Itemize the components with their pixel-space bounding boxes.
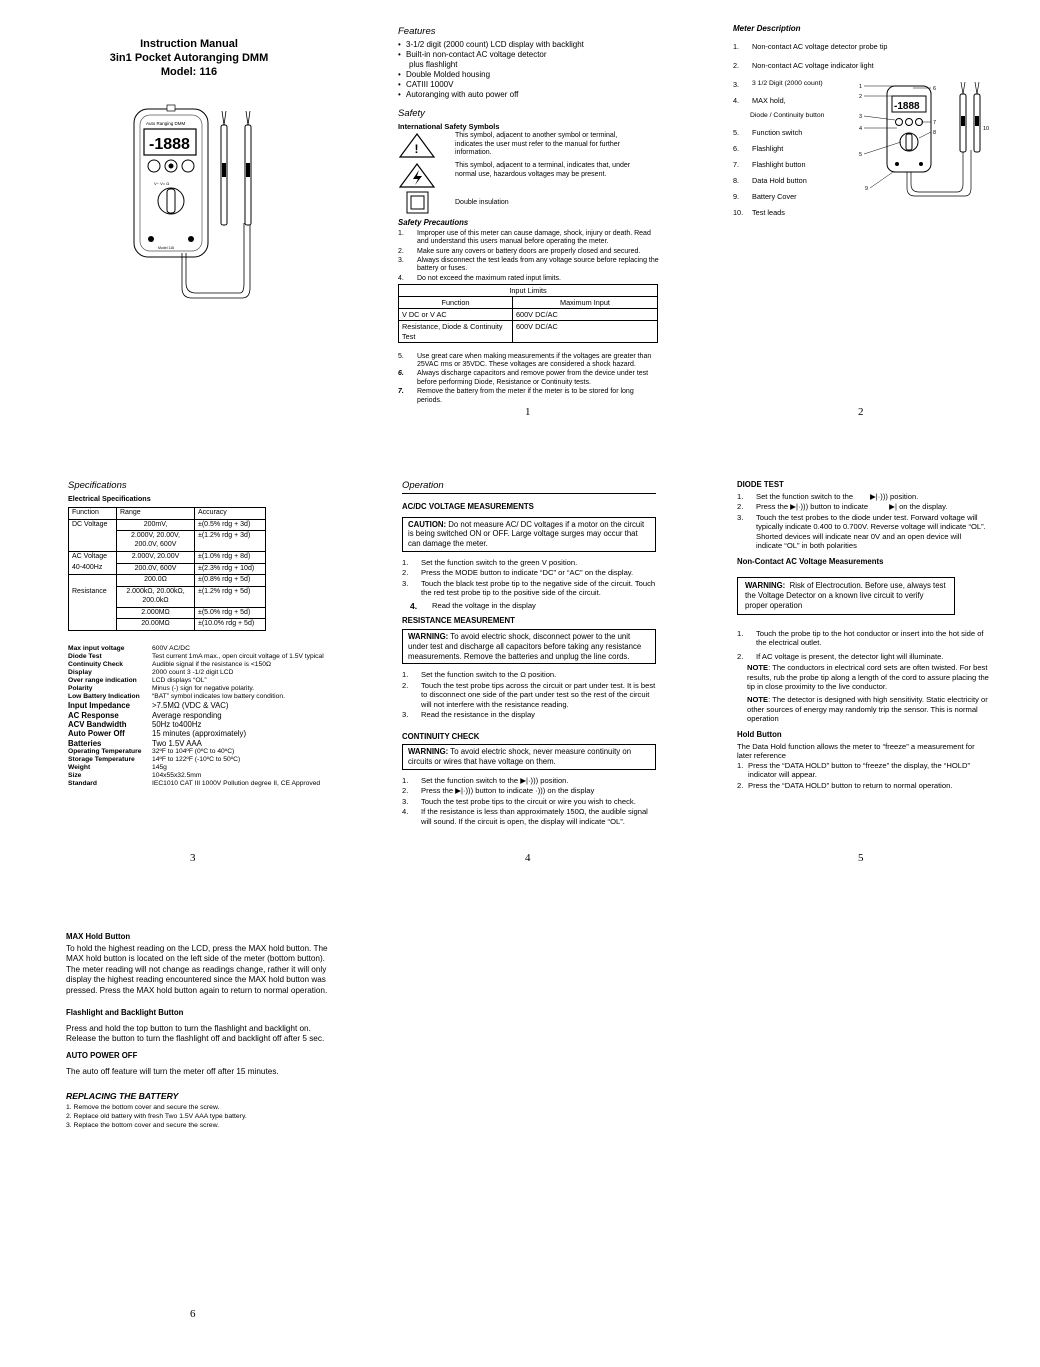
table-row: 200.0Ω ±(0.8% rdg + 5d): [69, 575, 266, 587]
list-item: 6. Always discharge capacitors and remove power from the device under test before performing Diode, Resistance or Continuity tests.: [398, 370, 649, 386]
callout-8: 8: [933, 130, 937, 136]
list-item: 3. Touch the test probes to the diode under test. Forward voltage will typically indicate 0.400 to 0.700V. Reverse voltage will indicate “OL”. Shorted devices will indicate near 0V and an open device will indicate “OL” in both polarities: [737, 512, 986, 551]
resistance-steps: [402, 670, 656, 719]
callout-6: 6: [933, 86, 937, 92]
precautions-heading: Safety Precautions: [398, 218, 469, 227]
meter-model-label: Model 116: [158, 246, 175, 250]
callout-10: 10: [983, 126, 990, 132]
list-item: 2. Press the ▶|·))) button to indicate ▶| on the display.: [737, 502, 948, 512]
panel-title-page: [60, 38, 318, 250]
features-list: [398, 40, 660, 100]
acdc-heading: AC/DC VOLTAGE MEASUREMENTS: [402, 501, 534, 511]
resistance-heading: RESISTANCE MEASUREMENT: [402, 616, 515, 626]
page-number: 2: [858, 406, 864, 418]
list-item: 3. Read the resistance in the display: [402, 710, 535, 720]
panel-features-safety: [398, 26, 660, 406]
list-item: • Built-in non-contact AC voltage detector: [398, 49, 547, 59]
flashlight-text: Press and hold the top button to turn the flashlight and backlight on. Release the button to turn the flashlight off and backlight off after 5 sec.: [66, 1023, 325, 1044]
input-limits-table: Input Limits Function Maximum Input V DC or V AC 600V DC/AC Resistance, Diode & Continuity Test 600V DC/AC: [398, 284, 658, 343]
list-item: 2. Replace old battery with fresh Two 1.5V AAA type battery.: [66, 1112, 247, 1120]
meter-description-heading: Meter Description: [733, 24, 801, 33]
callout-4: 4: [859, 126, 863, 132]
auto-power-off-text: The auto off feature will turn the meter off after 15 minutes.: [66, 1066, 279, 1076]
list-item: 3. Touch the black test probe tip to the negative side of the circuit. Touch the red test probe tip to the positive side of the circuit.: [402, 578, 656, 598]
specifications-heading: Specifications: [68, 480, 127, 491]
precautions-list-continued: [398, 353, 660, 405]
list-item: 10. Test leads: [733, 208, 785, 218]
list-item: 3. Always disconnect the test leads from any voltage source before replacing the battery or fuses.: [398, 256, 659, 273]
table-row: 40-400Hz 200.0V, 600V ±(2.3% rdg + 10d): [69, 563, 266, 575]
manual-title: Instruction Manual 3in1 Pocket Autoranging DMM Model: 116: [109, 38, 269, 78]
precautions-list: [398, 230, 660, 283]
intl-symbols-heading: International Safety Symbols: [398, 121, 500, 131]
list-item: 2. If AC voltage is present, the detector light will illuminate.: [737, 651, 944, 661]
page-number: 6: [190, 1308, 196, 1320]
table-row: 20.00MΩ ±(10.0% rdg + 5d): [69, 619, 266, 631]
resistance-warning-box: WARNING: To avoid electric shock, disconnect power to the unit under test and discharge all capacitors before taking any resistance measurements. Remove the batteries and unplug the line cords.: [402, 629, 656, 664]
hold-text: The Data Hold function allows the meter to “freeze” a measurement for later reference: [737, 741, 975, 761]
list-item: 3. Replace the bottom cover and secure the screw.: [66, 1121, 220, 1129]
list-item: 5. Function switch: [733, 127, 803, 137]
list-item: 2. Touch the test probe tips across the circuit or part under test. It is best to disconnect one side of the part under test so the rest of the circuit will not interfere with the resistance reading.: [402, 680, 656, 709]
list-item: 1. Touch the probe tip to the hot conductor or insert into the hot side of the electrical outlet.: [737, 628, 984, 648]
list-item: • Double Molded housing: [398, 69, 491, 79]
note-2: NOTE: The detector is designed with high sensitivity. Static electricity or other sources of energy may randomly trip the sensor. This is normal operation: [747, 695, 988, 724]
list-item: 1. Set the function switch to the ▶|·))) position.: [737, 491, 919, 501]
max-hold-heading: MAX Hold Button: [66, 932, 131, 941]
list-item: 2. Press the “DATA HOLD” button to return to normal operation.: [737, 780, 953, 790]
replacing-battery-heading: REPLACING THE BATTERY: [66, 1091, 179, 1102]
list-item: plus flashlight: [409, 59, 458, 69]
continuity-steps: [402, 776, 656, 826]
symbol-row: Double insulation: [398, 191, 660, 215]
panel-diode-ncv-hold: [737, 480, 989, 791]
svg-text:V~ V= Ω: V~ V= Ω: [154, 181, 170, 186]
list-item: 1. Remove the bottom cover and secure the screw.: [66, 1103, 220, 1111]
page-number: 5: [858, 852, 864, 864]
table-row: Resistance, Diode & Continuity Test 600V DC/AC: [399, 321, 658, 342]
electrical-specs-heading: Electrical Specifications: [68, 493, 151, 503]
table-row: V DC or V AC 600V DC/AC: [399, 309, 658, 321]
ncv-steps: [737, 629, 989, 661]
table-row: 2.000MΩ ±(5.0% rdg + 5d): [69, 607, 266, 619]
list-item: 1. Improper use of this meter can cause damage, shock, injury or death. Read and understand this users manual before operating the meter.: [398, 229, 651, 246]
table-row: Resistance 2.000kΩ, 20.00kΩ, 200.0kΩ ±(1.2% rdg + 5d): [69, 587, 266, 608]
list-item: 5. Use great care when making measurements if the voltages are greater than 25VAC rms or 35VDC. These voltages are considered a shock hazard.: [398, 352, 652, 369]
list-item: 7. Flashlight button: [733, 160, 806, 170]
list-item: 2. Press the MODE button to indicate “DC” or “AC” on the display.: [402, 568, 634, 578]
callout-1: 1: [859, 84, 863, 90]
panel-specifications: [68, 480, 330, 788]
callout-2: 2: [859, 94, 863, 100]
caution-box: CAUTION: Do not measure AC/ DC voltages if a motor on the circuit is being switched ON or OFF. Large voltage surges may occur that can damage the meter.: [402, 517, 656, 552]
list-item: 1. Set the function switch to the green V position.: [402, 557, 578, 567]
operation-heading: Operation: [402, 480, 656, 494]
diode-heading: DIODE TEST: [737, 480, 784, 489]
acdc-steps: [402, 558, 656, 612]
callout-7: 7: [933, 120, 937, 126]
features-heading: Features: [398, 26, 436, 37]
list-item: 4. If the resistance is less than approximately 150Ω, the audible signal will sound. If the circuit is open, the display will indicate “OL”.: [402, 807, 648, 826]
battery-steps: [66, 1104, 328, 1130]
symbol-row: This symbol, adjacent to a terminal, indicates that, under normal use, hazardous voltages may be present.: [398, 162, 660, 188]
meter-lcd-readout: -1888: [149, 136, 190, 153]
accuracy-table: Function Range Accuracy DC Voltage 200mV, ±(0.5% rdg + 3d) 2.000V, 20.00V, 200.0V, 600V ±(1.2% rdg + 3d) AC Voltage 2.000V, 20.00V ±(1.0% rdg + 8d) 40-400Hz 200.0V, 600V ±(2.3% rdg + 10d) 200.0Ω ±(0.8% rdg + 5d) Resistance 2.000kΩ, 20.00kΩ, 200.0kΩ ±(1.2% rdg + 5d) 2.000MΩ ±(5.0% rdg + 5d) 20.00MΩ ±(10.0% rdg + 5d): [68, 507, 266, 631]
panel-operation: [402, 480, 656, 827]
list-item: Diode / Continuity button: [750, 112, 825, 120]
double-insulation-icon: [398, 191, 436, 215]
flashlight-heading: Flashlight and Backlight Button: [66, 1008, 184, 1018]
list-item: 7. Remove the battery from the meter if the meter is to be stored for long periods.: [398, 388, 634, 404]
diode-steps: [737, 492, 989, 551]
list-item: • CATIII 1000V: [398, 79, 454, 89]
caution-triangle-icon: [398, 132, 436, 158]
auto-power-off-heading: AUTO POWER OFF: [66, 1050, 138, 1060]
page-number: 3: [190, 852, 196, 864]
list-item: • Autoranging with auto power off: [398, 89, 519, 99]
symbol-row: ! This symbol, adjacent to another symbol or terminal, indicates the user must refer to the manual for further information.: [398, 132, 660, 158]
list-item: 8. Data Hold button: [733, 176, 807, 186]
table-row: DC Voltage 200mV, ±(0.5% rdg + 3d): [69, 519, 266, 531]
continuity-warning-box: WARNING: To avoid electric shock, never measure continuity on circuits or wires that have voltage on them.: [402, 744, 656, 769]
ncv-warning-box: WARNING: Risk of Electrocution. Before use, always test the Voltage Detector on a known live circuit to verify proper operation: [737, 577, 955, 614]
panel-meter-description: [733, 24, 1023, 225]
callout-3: 3: [859, 114, 863, 120]
note-1: NOTE: The conductors in electrical cord sets are often twisted. For best results, rub the probe tip along a length of the cord to assure placing the tip in close proximity to the live conductor.: [747, 663, 989, 691]
list-item: 4. Do not exceed the maximum rated input limits.: [398, 274, 561, 282]
continuity-heading: CONTINUITY CHECK: [402, 731, 480, 741]
list-item: 4. MAX hold,: [733, 96, 786, 106]
ncv-heading: Non-Contact AC Voltage Measurements: [737, 556, 884, 566]
list-item: 2. Press the ▶|·))) button to indicate ·))) on the display: [402, 786, 595, 796]
list-item: 3. Touch the test probe tips to the circuit or wire you wish to check.: [402, 796, 636, 806]
table-row: 2.000V, 20.00V, 200.0V, 600V ±(1.2% rdg + 3d): [69, 531, 266, 552]
meter-illustration: [124, 103, 284, 313]
safety-heading: Safety: [398, 107, 425, 119]
panel-max-flash-battery: [66, 932, 328, 1130]
list-item: 2. Make sure any covers or battery doors are properly closed and secured.: [398, 247, 641, 255]
list-item: 1. Press the “DATA HOLD” button to “freeze” the display, the “HOLD” indicator will appear.: [737, 760, 970, 780]
high-voltage-icon: [398, 162, 436, 188]
max-hold-text: To hold the highest reading on the LCD, press the MAX hold button. The MAX hold button is located on the left side of the meter (bottom button). The meter reading will not change as readings change, rather it will only display the highest reading encountered since the MAX hold button was pressed. Press the MAX hold button again to return to normal operation.: [66, 943, 328, 995]
list-item: 1. Set the function switch to the Ω position.: [402, 670, 557, 680]
list-item: 1. Set the function switch to the ▶|·))) position.: [402, 775, 569, 785]
list-item: 2. Non-contact AC voltage indicator light: [733, 61, 874, 71]
svg-text:!: !: [414, 142, 419, 156]
list-item: 9. Battery Cover: [733, 192, 797, 202]
callout-9: 9: [865, 186, 869, 192]
meter-parts-list: [733, 42, 888, 218]
page-number: 1: [525, 406, 531, 418]
list-item: • 3-1/2 digit (2000 count) LCD display with backlight: [398, 39, 584, 49]
meter-diagram: [857, 80, 993, 220]
hold-steps: [737, 761, 989, 790]
list-item: 3. 3 1/2 Digit (2000 count): [733, 80, 823, 90]
meter-brand-label: Auto Ranging DMM: [146, 121, 186, 126]
list-item: 1. Non-contact AC voltage detector probe tip: [733, 42, 888, 51]
page-number: 4: [525, 852, 531, 864]
spec-list: Max input voltage 600V AC/DC Diode Test Test current 1mA max., open circuit voltage of 1.5V typical Continuity Check Audible signal if the resistance is <150Ω Display 2000 count 3 -1/2 digit LCD Over range indication LCD displays “OL” Polarity Minus (-) sign for negative polarity. Low Battery Indication “BAT” symbol indicates low battery condition. Input Impedance >7.5MΩ (VDC & VAC) AC Response Average responding ACV Bandwidth 50Hz to400Hz Auto Power Off 15 minutes (approximately) Batteries Two 1.5V AAA Operating Temperature 32ºF to 104ºF (0ºC to 40ºC) Storage Temperature 14ºF to 122ºF (-10ºC to 50ºC) Weight 145g Size 104x55x32.5mm Standard IEC1010 CAT III 1000V Pollution degree II, CE Approved: [68, 645, 324, 788]
callout-5: 5: [859, 152, 863, 158]
diagram-lcd-readout: -1888: [894, 101, 920, 112]
list-item: 6. Flashlight: [733, 144, 784, 154]
list-item: 4. Read the voltage in the display: [410, 600, 536, 611]
hold-heading: Hold Button: [737, 729, 782, 739]
table-row: AC Voltage 2.000V, 20.00V ±(1.0% rdg + 8d): [69, 551, 266, 563]
